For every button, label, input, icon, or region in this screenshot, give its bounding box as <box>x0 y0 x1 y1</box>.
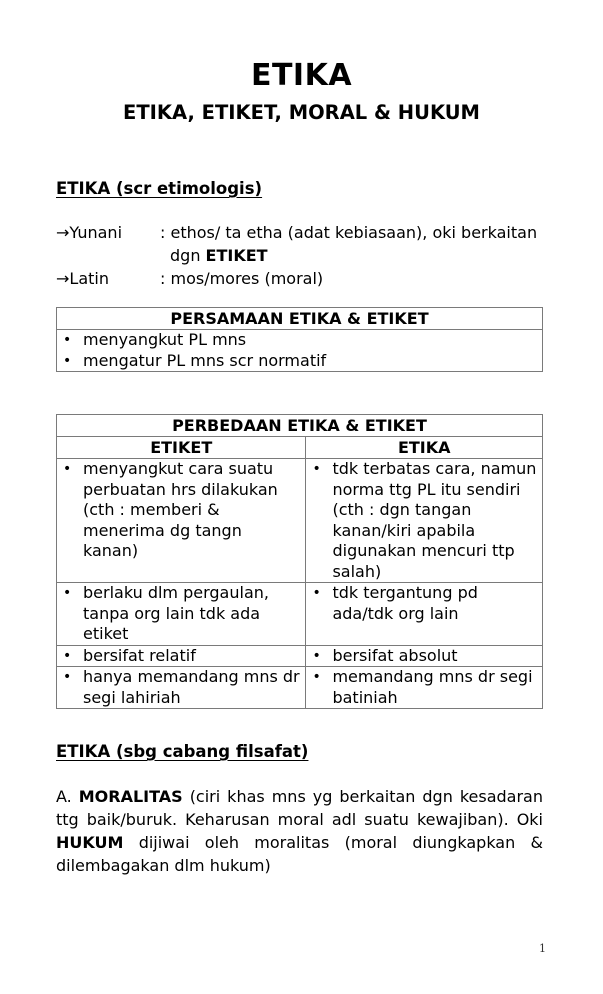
etiket-cell: hanya memandang mns dr segi lahiriah <box>83 667 300 707</box>
bullet-icon: • <box>312 585 321 601</box>
moralitas-bold-term: MORALITAS <box>78 787 183 806</box>
perbedaan-table-header: PERBEDAAN ETIKA & ETIKET <box>57 415 543 437</box>
arrow-right-icon: → <box>56 223 70 242</box>
etymology-item-latin <box>56 267 550 290</box>
etymology-lang: Latin <box>69 269 109 288</box>
hukum-bold-term: HUKUM <box>56 833 124 852</box>
bullet-icon: • <box>63 461 72 477</box>
bullet-icon: • <box>63 647 72 664</box>
section-heading-filsafat: ETIKA (sbg cabang filsafat) <box>56 742 309 761</box>
etiket-cell: berlaku dlm pergaulan, tanpa org lain tdk ada etiket <box>83 583 269 643</box>
bullet-icon: • <box>312 669 321 685</box>
column-header-etiket: ETIKET <box>57 437 306 459</box>
etiket-cell: menyangkut cara suatu perbuatan hrs dilakukan (cth : memberi & menerima dg tangn kanan) <box>83 459 278 560</box>
persamaan-table-header: PERSAMAAN ETIKA & ETIKET <box>57 308 543 330</box>
etika-cell: tdk terbatas cara, namun norma ttg PL itu sendiri (cth : dgn tangan kanan/kiri apabila digunakan mencuri ttp salah) <box>332 459 537 581</box>
etika-cell: tdk tergantung pd ada/tdk org lain <box>332 583 478 623</box>
etymology-list <box>56 221 550 290</box>
bullet-icon: • <box>63 585 72 601</box>
persamaan-table <box>56 307 543 372</box>
moralitas-paragraph: A. MORALITAS (ciri khas mns yg berkaitan dgn kesadaran ttg baik/buruk. Keharusan moral adl suatu kewajiban). Oki HUKUM dijiwai oleh moralitas (moral diungkapkan & dilembagakan dlm hukum) <box>56 787 543 875</box>
bullet-icon: • <box>63 332 72 348</box>
perbedaan-table <box>56 414 543 709</box>
etymology-lang: Yunani <box>69 223 123 242</box>
page-title: ETIKA <box>250 58 353 93</box>
bullet-icon: • <box>63 352 72 369</box>
etiket-cell: bersifat relatif <box>83 645 196 665</box>
etymology-desc: : ethos/ ta etha (adat kebiasaan), oki berkaitan <box>160 223 538 242</box>
arrow-right-icon: → <box>56 269 70 288</box>
etika-cell: memandang mns dr segi batiniah <box>332 667 533 707</box>
bullet-icon: • <box>312 647 321 664</box>
page-subtitle: ETIKA, ETIKET, MORAL & HUKUM <box>123 101 480 124</box>
etika-cell: bersifat absolut <box>332 645 458 665</box>
etymology-item-yunani <box>56 221 550 244</box>
table-row <box>57 583 543 646</box>
table-row: • menyangkut PL mns <box>63 330 247 349</box>
bullet-icon: • <box>312 461 321 477</box>
page-number: 1 <box>539 942 546 955</box>
table-row <box>57 667 543 709</box>
table-row <box>57 645 543 667</box>
column-header-etika: ETIKA <box>306 437 543 459</box>
table-row: • mengatur PL mns scr normatif <box>63 350 327 370</box>
section-heading-etimologis: ETIKA (scr etimologis) <box>56 179 263 198</box>
etymology-desc: : mos/mores (moral) <box>160 269 324 288</box>
etymology-desc-continued: dgn ETIKET <box>170 246 268 265</box>
bullet-icon: • <box>63 669 72 685</box>
etiket-bold-term: ETIKET <box>205 246 268 265</box>
table-row <box>57 459 543 583</box>
